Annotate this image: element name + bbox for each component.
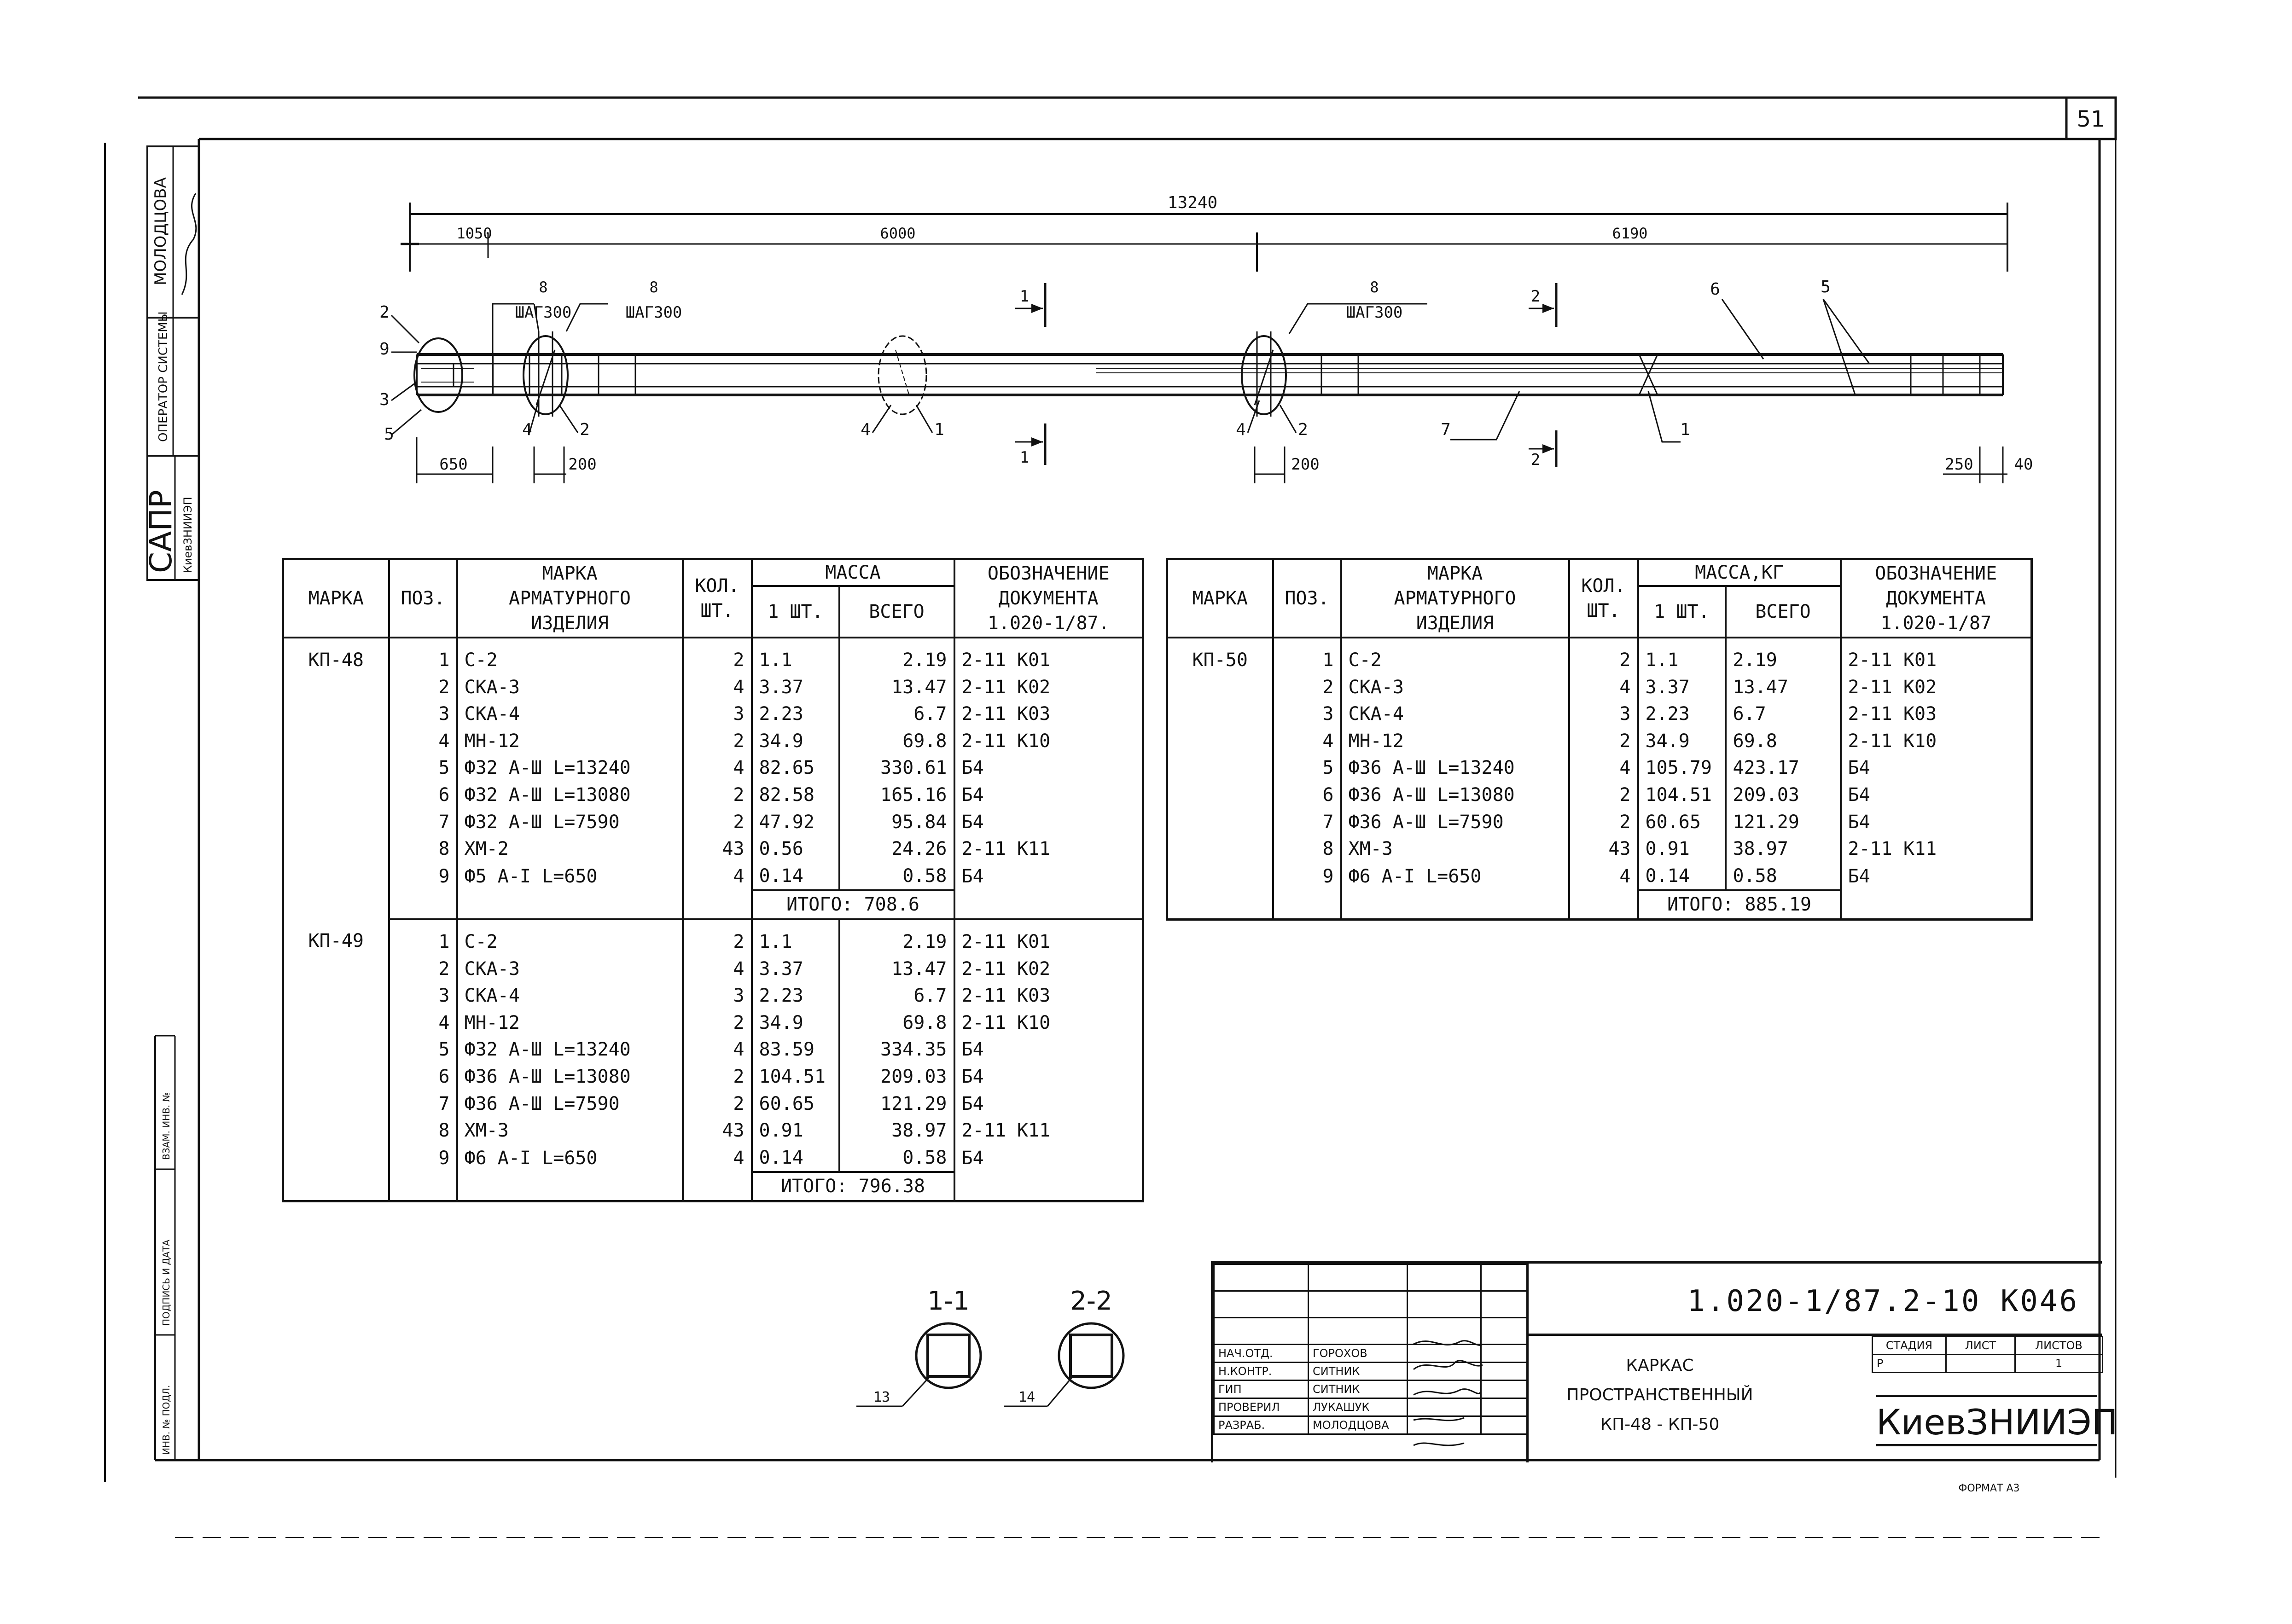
pos-label: 5 — [384, 425, 394, 444]
callout-pos-8-b: 8 — [649, 278, 658, 296]
header-massa: МАССА — [752, 559, 954, 586]
pos-label: 2 — [580, 420, 590, 439]
pos-label: 5 — [1821, 278, 1831, 296]
strip-org — [181, 497, 194, 573]
header-izdelie: МАРКА АРМАТУРНОГО ИЗДЕЛИЯ — [1341, 559, 1569, 638]
role-name: ЛУКАШУК — [1309, 1398, 1408, 1416]
header-izdelie: МАРКА АРМАТУРНОГО ИЗДЕЛИЯ — [457, 559, 683, 638]
section-mark: 2 — [1530, 451, 1541, 469]
group-total: ИТОГО: 885.19 — [1638, 890, 1841, 919]
role-label: ГИП — [1214, 1380, 1309, 1398]
header-one: 1 ШТ. — [1638, 586, 1726, 638]
title-block — [1211, 1261, 2118, 1462]
section-pos-14: 14 — [1018, 1389, 1035, 1405]
group-mark: КП-49 — [283, 919, 389, 1201]
pos-label: 3 — [379, 390, 390, 409]
strip-label-vzam: ВЗАМ. ИНВ. № — [161, 1092, 172, 1160]
svg-text:МОЛОДЦОВА: МОЛОДЦОВА — [151, 177, 170, 285]
dim-left: 1050 — [456, 225, 492, 242]
spec-table-right: МАРКА ПОЗ. МАРКА АРМАТУРНОГО ИЗДЕЛИЯ КОЛ. ШТ. МАССА,КГ ОБОЗНАЧЕНИЕ ДОКУМЕНТА 1.020-1/87 1 ШТ. ВСЕГО КП-50 1 С-2 2 1.1 2.19 2-11 К01 2 СКА-3 4 3.37 13.47 2-11 К02 3 СКА-4 3 2.23 6.7 2-11 К03 4 МН-12 2 34.9 69.8 2-11 К10 5 Ф36 А-Ш L=13240 4 105.79 423.17 Б4 6 Ф36 А-Ш L=13080 2 104.51 209.03 Б4 7 Ф36 А-Ш L=7590 2 60.65 121.29 Б4 8 ХМ-3 43 0.91 38.97 2-11 К11 9 Ф6 А-I L=650 4 0.14 0.58 Б4 ИТОГО: 885.19 — [1166, 558, 2033, 921]
header-one: 1 ШТ. — [752, 586, 839, 638]
pos-label: 6 — [1710, 280, 1720, 299]
org-name: КиевЗНИИЭП — [1876, 1395, 2097, 1446]
dim-200-b: 200 — [1291, 455, 1320, 474]
header-doc: ОБОЗНАЧЕНИЕ ДОКУМЕНТА 1.020-1/87 — [1841, 559, 2032, 638]
group-mark: КП-48 — [283, 638, 389, 919]
role-label: ПРОВЕРИЛ — [1214, 1398, 1309, 1416]
header-poz: ПОЗ. — [389, 559, 457, 638]
callout-step-c: ШАГ300 — [1346, 303, 1403, 322]
role-name: МОЛОДЦОВА — [1309, 1416, 1408, 1434]
svg-text:САПР: САПР — [143, 490, 179, 573]
beam-elevation — [391, 203, 2007, 483]
role-name: ГОРОХОВ — [1309, 1345, 1408, 1363]
header-marka: МАРКА — [1167, 559, 1273, 638]
pos-label: 4 — [1236, 420, 1246, 439]
pos-label: 2 — [379, 303, 390, 322]
format-label: ФОРМАТ А3 — [1958, 1483, 2020, 1494]
svg-text:2-2: 2-2 — [1070, 1286, 1112, 1316]
pos-label: 7 — [1441, 420, 1451, 439]
dim-650: 650 — [439, 455, 468, 474]
callout-pos-8-a: 8 — [539, 278, 548, 296]
sheet-number: 51 — [2077, 106, 2105, 132]
section-mark: 2 — [1530, 287, 1541, 306]
svg-text:1-1: 1-1 — [927, 1286, 970, 1316]
dim-middle: 6000 — [880, 225, 916, 242]
callout-step-b: ШАГ300 — [625, 303, 682, 322]
pos-label: 2 — [1298, 420, 1308, 439]
dim-total: 13240 — [1167, 193, 1218, 212]
header-poz: ПОЗ. — [1273, 559, 1341, 638]
role-label: НАЧ.ОТД. — [1214, 1345, 1309, 1363]
stage-table: СТАДИЯ ЛИСТ ЛИСТОВ Р 1 — [1872, 1336, 2103, 1373]
pos-label: 4 — [522, 420, 532, 439]
header-all: ВСЕГО — [1726, 586, 1841, 638]
strip-role — [157, 311, 170, 442]
role-label: РАЗРАБ. — [1214, 1416, 1309, 1434]
header-kol: КОЛ. ШТ. — [1569, 559, 1638, 638]
section-1-1 — [856, 1286, 981, 1406]
header-kol: КОЛ. ШТ. — [683, 559, 752, 638]
pos-label: 4 — [861, 420, 871, 439]
strip-system — [143, 490, 179, 573]
pos-label: 1 — [1680, 420, 1690, 439]
section-2-2 — [1004, 1286, 1123, 1406]
role-name: СИТНИК — [1309, 1380, 1408, 1398]
spec-table-left: МАРКА ПОЗ. МАРКА АРМАТУРНОГО ИЗДЕЛИЯ КОЛ. ШТ. МАССА ОБОЗНАЧЕНИЕ ДОКУМЕНТА 1.020-1/87. 1 ШТ. ВСЕГО КП-48 1 С-2 2 1.1 2.19 2-11 К01 2 СКА-3 4 3.37 13.47 2-11 К02 3 СКА-4 3 2.23 6.7 2-11 К03 4 МН-12 2 34.9 69.8 2-11 К10 5 Ф32 А-Ш L=13240 4 82.65 330.61 Б4 6 Ф32 А-Ш L=13080 2 82.58 165.16 Б4 7 Ф32 А-Ш L=7590 2 47.92 95.84 Б4 8 ХМ-2 43 0.56 24.26 2-11 К11 9 Ф5 А-I L=650 4 0.14 0.58 Б4 ИТОГО: 708.6 КП-49 1 С-2 2 1.1 2.19 2-11 К01 2 СКА-3 4 3.37 13.47 2-11 К02 3 СКА-4 3 2.23 6.7 2-11 К03 4 МН-12 2 34.9 69.8 2-11 К10 5 Ф32 А-Ш L=13240 4 83.59 334.35 Б4 6 Ф36 А-Ш L=13080 2 104.51 209.03 Б4 7 Ф36 А-Ш L=7590 2 60.65 121.29 Б4 8 ХМ-3 43 0.91 38.97 2-11 К11 9 Ф6 А-I L=650 4 0.14 0.58 Б4 ИТОГО: 796.38 — [282, 558, 1144, 1202]
section-mark: 1 — [1019, 287, 1030, 306]
pos-label: 1 — [934, 420, 944, 439]
role-label: Н.КОНТР. — [1214, 1363, 1309, 1380]
title-block-signatures — [1213, 1264, 1528, 1435]
dim-40: 40 — [2014, 455, 2033, 474]
svg-text:ОПЕРАТОР СИСТЕМЫ: ОПЕРАТОР СИСТЕМЫ — [157, 311, 170, 442]
section-mark: 1 — [1019, 448, 1030, 467]
strip-label-podpis: ПОДПИСЬ И ДАТА — [161, 1240, 172, 1326]
pos-label: 9 — [379, 340, 390, 359]
callout-pos-8-c: 8 — [1370, 278, 1379, 296]
header-massa: МАССА,КГ — [1638, 559, 1841, 586]
header-marka: МАРКА — [283, 559, 389, 638]
svg-text:КиевЗНИИЭП: КиевЗНИИЭП — [181, 497, 194, 573]
strip-surname — [151, 177, 170, 285]
dim-250: 250 — [1945, 455, 1973, 474]
dim-right: 6190 — [1612, 225, 1648, 242]
role-name: СИТНИК — [1309, 1363, 1408, 1380]
strip-label-inv: ИНВ. № ПОДЛ. — [161, 1385, 172, 1455]
section-pos-13: 13 — [873, 1389, 890, 1405]
doc-title: КАРКАС ПРОСТРАНСТВЕННЫЙ КП-48 - КП-50 — [1566, 1356, 1753, 1434]
group-mark: КП-50 — [1167, 638, 1273, 919]
dim-200-a: 200 — [568, 455, 597, 474]
group-total: ИТОГО: 796.38 — [752, 1172, 954, 1201]
callout-step-a: ШАГ300 — [515, 303, 572, 322]
header-all: ВСЕГО — [839, 586, 954, 638]
signature-mark — [182, 193, 196, 295]
header-doc: ОБОЗНАЧЕНИЕ ДОКУМЕНТА 1.020-1/87. — [954, 559, 1143, 638]
group-total: ИТОГО: 708.6 — [752, 890, 954, 919]
doc-code: 1.020-1/87.2-10 К046 — [1687, 1284, 2079, 1318]
